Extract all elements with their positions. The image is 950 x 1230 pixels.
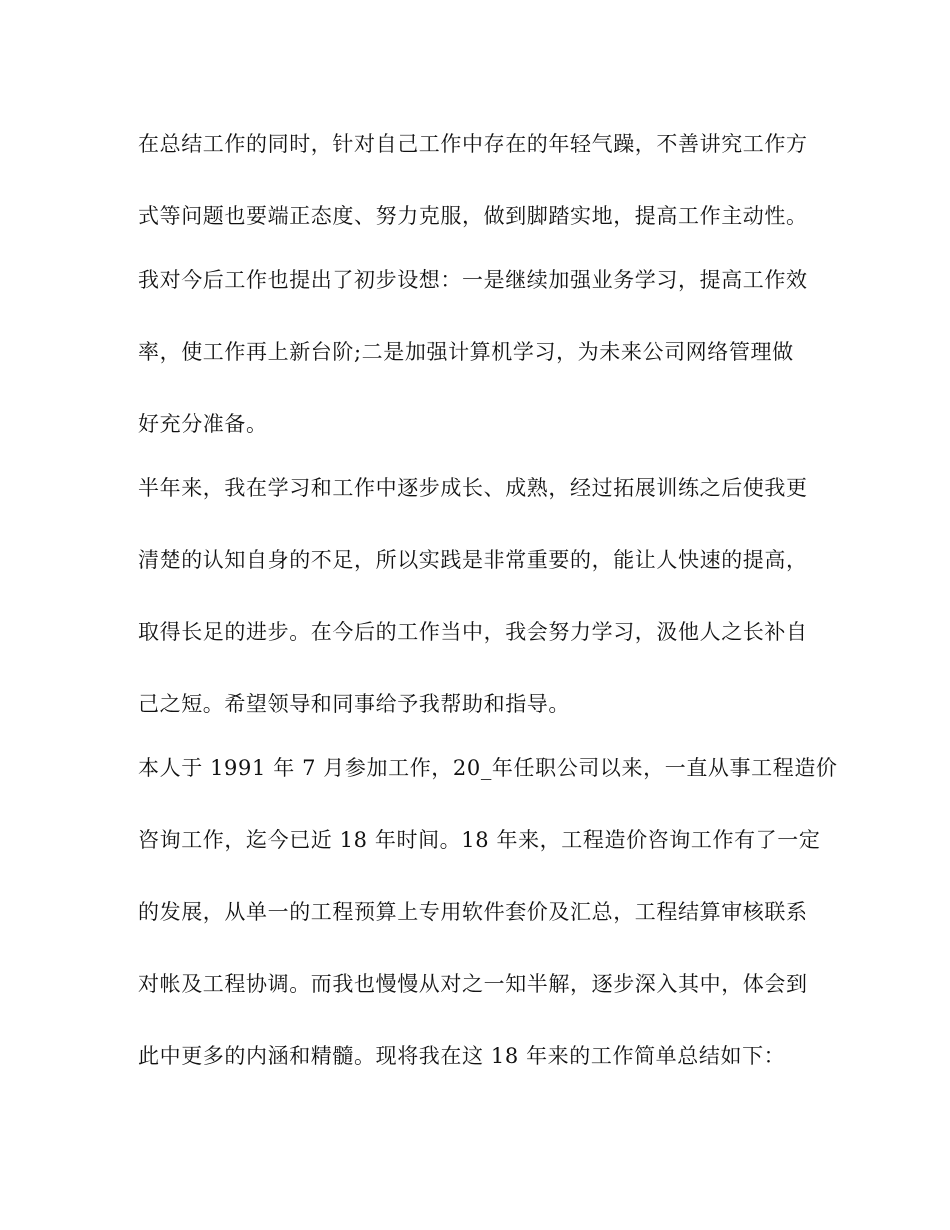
text-line: 清楚的认知自身的不足，所以实践是非常重要的，能让人快速的提高， bbox=[138, 548, 808, 572]
text-line: 率，使工作再上新台阶;二是加强计算机学习，为未来公司网络管理做 bbox=[138, 340, 794, 364]
text-line: 我对今后工作也提出了初步设想：一是继续加强业务学习，提高工作效 bbox=[138, 268, 808, 292]
text-line: 己之短。希望领导和同事给予我帮助和指导。 bbox=[138, 692, 570, 716]
text-line: 在总结工作的同时，针对自己工作中存在的年轻气躁，不善讲究工作方 bbox=[138, 132, 808, 156]
text-line: 此中更多的内涵和精髓。现将我在这 18 年来的工作简单总结如下： bbox=[138, 1044, 786, 1068]
text-line: 半年来，我在学习和工作中逐步成长、成熟，经过拓展训练之后使我更 bbox=[138, 476, 808, 500]
text-line: 好充分准备。 bbox=[138, 412, 268, 436]
text-line: 本人于 1991 年 7 月参加工作，20_年任职公司以来，一直从事工程造价 bbox=[138, 756, 838, 780]
text-line: 对帐及工程协调。而我也慢慢从对之一知半解，逐步深入其中，体会到 bbox=[138, 972, 808, 996]
text-line: 式等问题也要端正态度、努力克服，做到脚踏实地，提高工作主动性。 bbox=[138, 204, 808, 228]
text-line: 的发展，从单一的工程预算上专用软件套价及汇总，工程结算审核联系 bbox=[138, 900, 808, 924]
text-line: 取得长足的进步。在今后的工作当中，我会努力学习，汲他人之长补自 bbox=[138, 620, 808, 644]
text-line: 咨询工作，迄今已近 18 年时间。18 年来，工程造价咨询工作有了一定 bbox=[138, 828, 821, 852]
